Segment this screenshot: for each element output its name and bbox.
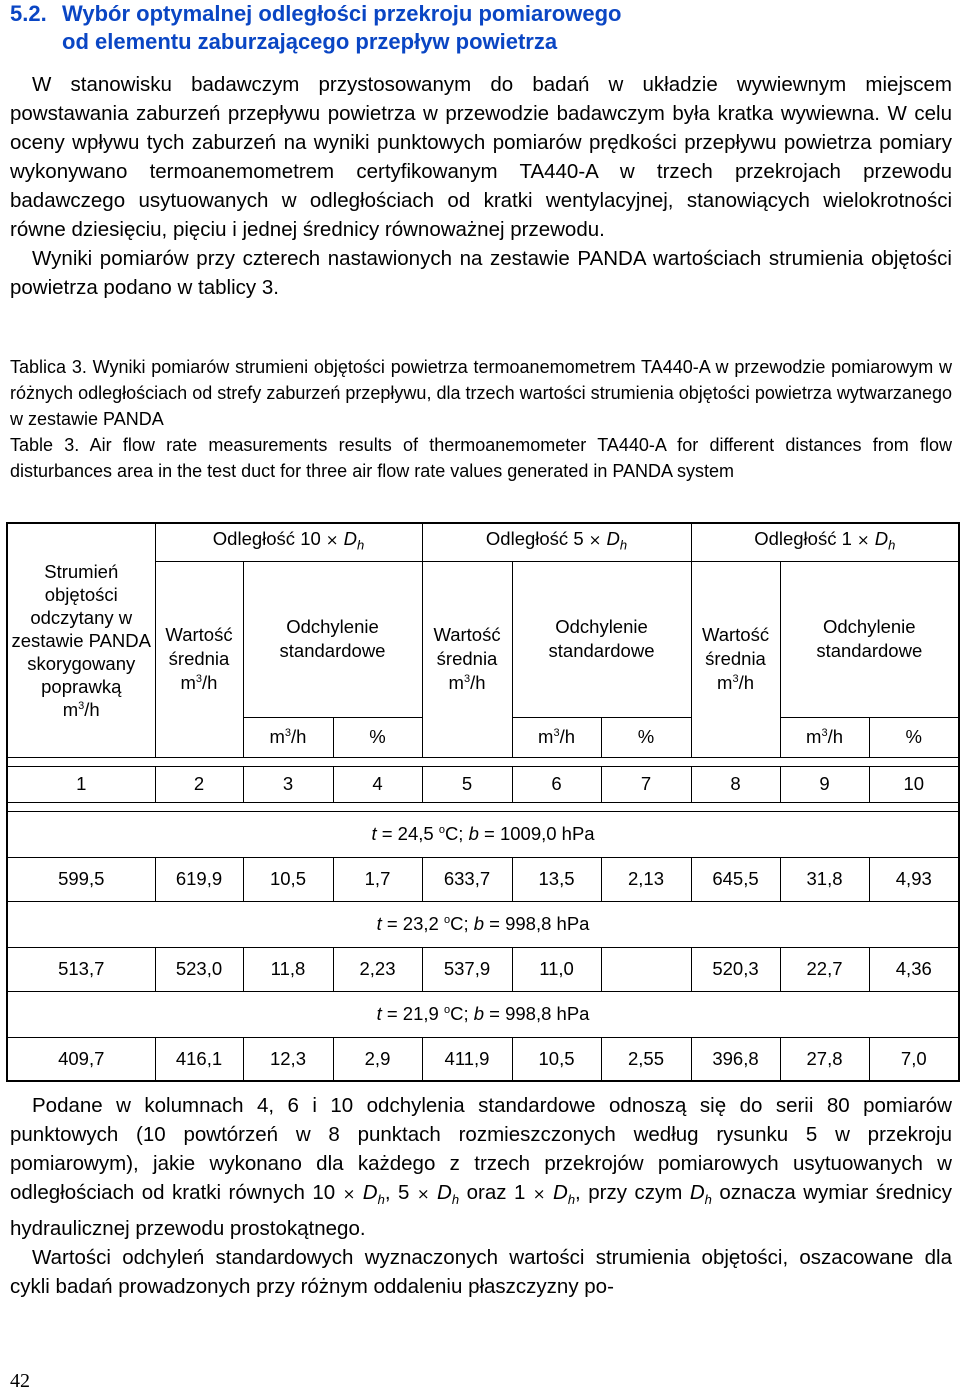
spacer-cell (7, 802, 959, 811)
std-header (780, 561, 959, 717)
unit-sup: 3 (78, 699, 85, 712)
data-cell: 2,23 (333, 947, 422, 991)
distance-prefix: Odległość (485, 527, 569, 549)
section-title-line1: Wybór optymalnej odległości przekroju pomiarowego (62, 1, 622, 26)
times-sign: × (857, 530, 870, 549)
condition-cell (7, 901, 959, 947)
unit-rest: /h (559, 726, 575, 747)
unit-base: m (717, 672, 733, 693)
unit-sup: 3 (463, 672, 471, 685)
dh-symbol: D (362, 1181, 378, 1204)
percent-cell: % (333, 717, 422, 757)
section-title-line2: od elementu zaburzającego przepływ powietrza (62, 29, 558, 54)
col-number: 10 (869, 766, 959, 802)
data-cell: 1,7 (333, 857, 422, 901)
unit-rest: /h (827, 726, 843, 747)
mean-header (422, 561, 512, 757)
unit-base: m (806, 726, 822, 747)
dh-sub: h (377, 1192, 385, 1208)
unit-base: m (448, 672, 464, 693)
condition-cell (7, 991, 959, 1037)
distance-header-10 (155, 523, 422, 561)
col-number: 1 (7, 766, 155, 802)
data-cell: 523,0 (155, 947, 243, 991)
distance-value: 10 (300, 527, 321, 549)
dh-sub: h (619, 537, 628, 553)
col-number: 9 (780, 766, 869, 802)
dh-sub: h (567, 1192, 576, 1208)
outro-text-d: , przy czym (575, 1181, 690, 1204)
distance-header-1 (691, 523, 959, 561)
dh-sub: h (888, 537, 896, 553)
condition-row (7, 811, 959, 857)
dh-symbol: D (343, 527, 357, 549)
dh-symbol: D (437, 1181, 452, 1204)
t-value: = 23,2 (381, 913, 444, 934)
degree-sign: o (438, 823, 445, 836)
times-sign: × (532, 1185, 546, 1203)
page-number: 42 (10, 1370, 30, 1392)
data-cell (601, 947, 691, 991)
times-sign: × (342, 1185, 356, 1203)
unit-base: m (538, 726, 554, 747)
data-cell: 599,5 (7, 857, 155, 901)
col-number: 5 (422, 766, 512, 802)
condition-row (7, 991, 959, 1037)
data-cell: 31,8 (780, 857, 869, 901)
unit-rest: /h (291, 726, 307, 747)
t-value: = 21,9 (381, 1003, 444, 1024)
data-row (7, 1037, 959, 1081)
section-heading (10, 0, 940, 56)
b-label: b (473, 1003, 485, 1024)
distance-header-5 (422, 523, 691, 561)
data-cell: 513,7 (7, 947, 155, 991)
col1-header (7, 523, 155, 757)
condition-row (7, 901, 959, 947)
spacer-row (7, 802, 959, 811)
spacer-cell (7, 757, 959, 766)
data-cell: 7,0 (869, 1037, 959, 1081)
outro-paragraph-2: Wartości odchyleń standardowych wyznaczonych wartości strumienia objętości, oszacowane dla cykli badań prowadzonych przy różnym oddaleniu płaszczyzny po- (10, 1246, 952, 1299)
data-cell: 11,0 (512, 947, 601, 991)
intro-text (10, 70, 952, 302)
data-cell: 416,1 (155, 1037, 243, 1081)
data-cell: 12,3 (243, 1037, 333, 1081)
mean-label: Wartość średnia (701, 624, 770, 669)
dh-sub: h (704, 1192, 712, 1208)
mean-header (691, 561, 780, 757)
distance-prefix: Odległość (212, 527, 296, 549)
unit-cell (780, 717, 869, 757)
distance-prefix: Odległość (754, 527, 837, 549)
unit-cell (243, 717, 333, 757)
col-number: 4 (333, 766, 422, 802)
unit-sup: 3 (553, 726, 560, 739)
mean-label: Wartość średnia (433, 624, 501, 669)
results-table (6, 522, 960, 1082)
degree-sign: o (443, 1003, 451, 1016)
outro-paragraph-1 (10, 1091, 952, 1243)
outro-text (10, 1091, 952, 1301)
outro-text-a: Podane w kolumnach 4, 6 i 10 odchylenia standardowe odnoszą się do serii 80 pomiarów punktowych (10 powtórzeń w 8 punktach rozmieszczonych według rysunku 5 w przekroju pomiarowym), jakie wykonano dla każdego z trzech przekrojów pomiarowych usytuowanych w odległościach od kratki równych 10 (10, 1094, 952, 1204)
spacer-row (7, 757, 959, 766)
percent-cell: % (869, 717, 959, 757)
data-cell: 22,7 (780, 947, 869, 991)
data-cell: 2,55 (601, 1037, 691, 1081)
data-cell: 645,5 (691, 857, 780, 901)
t-label: t (376, 1003, 382, 1024)
unit-base: m (62, 698, 79, 720)
t-label: t (376, 913, 382, 934)
data-cell: 411,9 (422, 1037, 512, 1081)
column-number-row (7, 766, 959, 802)
unit-rest: /h (84, 698, 100, 720)
times-sign: × (325, 530, 339, 549)
header-row-distances (7, 523, 959, 561)
intro-paragraph-1: W stanowisku badawczym przystosowanym do badań w układzie wywiewnym miejscem powstawania zaburzeń przepływu powietrza w przewodzie badawczym była kratka wywiewna. W celu oceny wpływu tych zaburzeń na wyniki punktowych pomiarów prędkości przepływu powietrza pomiary wykonywano termoanemometrem certyfikowanym TA440-A w trzech przekrojach przewodu badawczego usytuowanych w odległościach od kratki wentylacyjnej, stanowiących wielokrotności równe dziesięciu, pięciu i jednej średnicy równoważnej przewodu. (10, 73, 952, 241)
data-cell: 520,3 (691, 947, 780, 991)
times-sign: × (588, 530, 602, 549)
unit-sup: 3 (195, 672, 203, 685)
dh-sub: h (451, 1192, 460, 1208)
data-cell: 10,5 (512, 1037, 601, 1081)
unit-rest: /h (470, 672, 486, 693)
unit-sup: 3 (284, 726, 292, 739)
col1-header-text: Strumień objętości odczytany w zestawie PANDA skorygowany poprawką (11, 560, 151, 697)
std-label: Odchylenie standardowe (548, 616, 655, 661)
col-number: 6 (512, 766, 601, 802)
std-header (512, 561, 691, 717)
t-unit: C; (444, 823, 469, 844)
section-number: 5.2. (10, 1, 47, 26)
distance-value: 1 (841, 527, 852, 549)
data-cell: 2,13 (601, 857, 691, 901)
t-unit: C; (450, 913, 474, 934)
data-cell: 2,9 (333, 1037, 422, 1081)
col-number: 7 (601, 766, 691, 802)
degree-sign: o (443, 913, 451, 926)
std-label: Odchylenie standardowe (816, 616, 923, 661)
dh-sub: h (357, 537, 365, 553)
b-label: b (468, 823, 479, 844)
caption-english: Table 3. Air flow rate measurements results of thermoanemometer TA440-A for different distances from flow disturbances area in the test duct for three air flow rate values generated in PANDA system (10, 435, 952, 481)
col-number: 8 (691, 766, 780, 802)
data-row (7, 947, 959, 991)
outro-text-c: oraz 1 (459, 1181, 533, 1204)
t-label: t (371, 823, 377, 844)
b-value: = 998,8 hPa (484, 913, 590, 934)
data-cell: 537,9 (422, 947, 512, 991)
times-sign: × (416, 1185, 430, 1203)
std-header (243, 561, 422, 717)
unit-rest: /h (738, 672, 754, 693)
data-cell: 27,8 (780, 1037, 869, 1081)
mean-label: Wartość średnia (165, 624, 233, 669)
intro-paragraph-2: Wyniki pomiarów przy czterech nastawionych na zestawie PANDA wartościach strumienia objętości powietrza podano w tablicy 3. (10, 247, 952, 299)
unit-sup: 3 (732, 672, 739, 685)
unit-rest: /h (202, 672, 218, 693)
mean-header (155, 561, 243, 757)
t-value: = 24,5 (376, 823, 439, 844)
b-label: b (473, 913, 485, 934)
unit-cell (512, 717, 601, 757)
data-cell: 11,8 (243, 947, 333, 991)
percent-cell: % (601, 717, 691, 757)
condition-cell (7, 811, 959, 857)
dh-symbol: D (553, 1181, 568, 1204)
data-cell: 13,5 (512, 857, 601, 901)
data-row (7, 857, 959, 901)
col1-unit (63, 699, 100, 720)
dh-symbol: D (874, 527, 889, 549)
data-cell: 619,9 (155, 857, 243, 901)
data-cell: 4,93 (869, 857, 959, 901)
data-cell: 4,36 (869, 947, 959, 991)
col-number: 3 (243, 766, 333, 802)
b-value: = 1009,0 hPa (478, 823, 595, 844)
unit-base: m (180, 672, 196, 693)
b-value: = 998,8 hPa (484, 1003, 590, 1024)
dh-symbol: D (689, 1181, 705, 1204)
data-cell: 10,5 (243, 857, 333, 901)
col-number: 2 (155, 766, 243, 802)
table-caption (10, 354, 952, 484)
t-unit: C; (450, 1003, 474, 1024)
distance-value: 5 (573, 527, 584, 549)
data-cell: 633,7 (422, 857, 512, 901)
unit-sup: 3 (821, 726, 828, 739)
caption-polish: Tablica 3. Wyniki pomiarów strumieni objętości powietrza termoanemometrem TA440-A w przewodzie pomiarowym w różnych odległościach od strefy zaburzeń przepływu, dla trzech wartości strumienia objętości powietrza wytwarzanego w zestawie PANDA (10, 357, 952, 429)
dh-symbol: D (606, 527, 620, 549)
data-cell: 396,8 (691, 1037, 780, 1081)
std-label: Odchylenie standardowe (279, 616, 386, 661)
outro-text-e: oznacza wymiar średnicy hydraulicznej przewodu prostokątnego. (10, 1181, 952, 1241)
unit-base: m (269, 726, 285, 747)
outro-text-b: , 5 (384, 1181, 417, 1204)
data-cell: 409,7 (7, 1037, 155, 1081)
